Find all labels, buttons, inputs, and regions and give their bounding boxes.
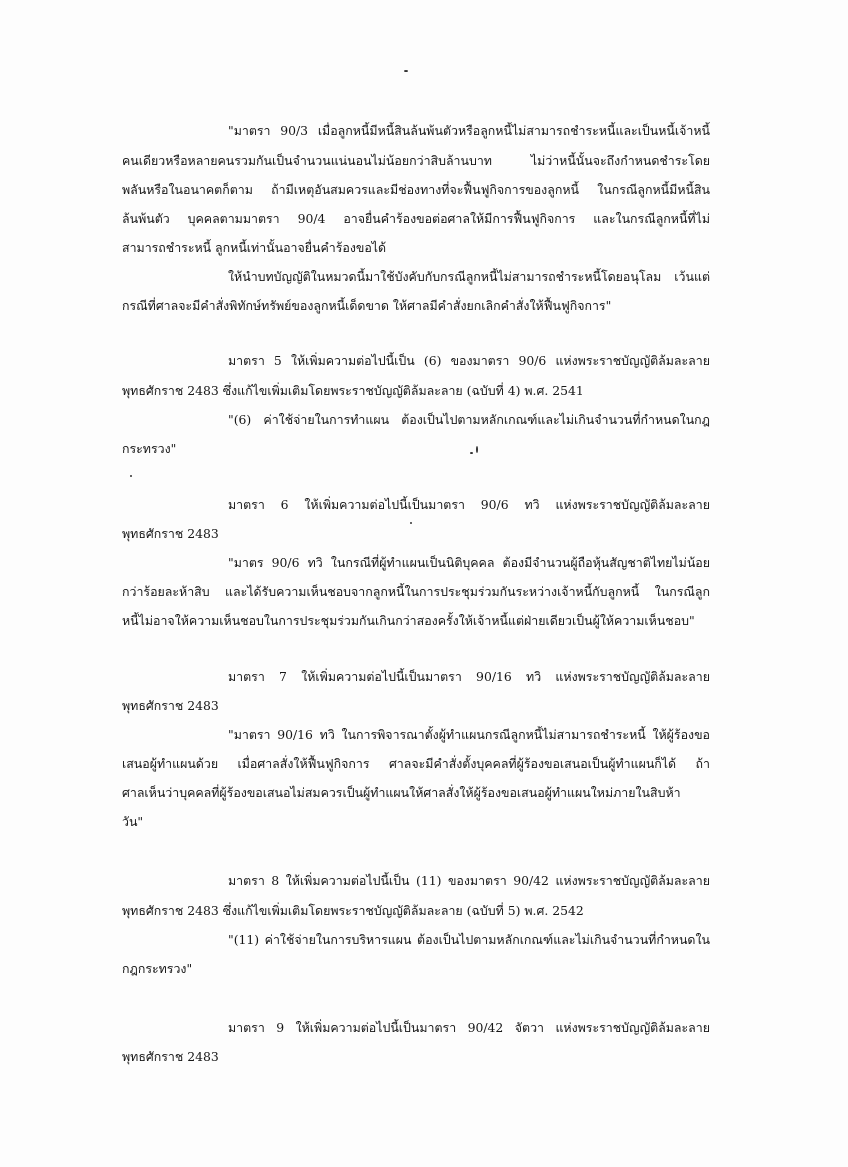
- section-90-3-line-1: "มาตรา 90/3 เมื่อลูกหนี้มีหนี้สินล้นพ้นตัวหรือลูกหนี้ไม่สามารถชำระหนี้และเป็นหนี้เจ้าหนี้: [228, 123, 710, 138]
- scan-speck: [470, 452, 473, 454]
- section-5-line-1: มาตรา 5 ให้เพิ่มความต่อไปนี้เป็น (6) ของมาตรา 90/6 แห่งพระราชบัญญัติล้มละลาย: [228, 353, 710, 368]
- section-8-line-3: "(11) ค่าใช้จ่ายในการบริหารแผน ต้องเป็นไปตามหลักเกณฑ์และไม่เกินจำนวนที่กำหนดใน: [228, 932, 710, 947]
- scan-speck: [476, 446, 478, 453]
- section-7-line-2: พุทธศักราช 2483: [122, 698, 219, 713]
- section-5-line-4: กระทรวง": [122, 441, 177, 456]
- section-90-3-line-2: คนเดียวหรือหลายคนรวมกันเป็นจำนวนแน่นอนไม่น้อยกว่าสิบล้านบาท ไม่ว่าหนี้นั้นจะถึงกำหนดชำระโดย: [122, 153, 710, 168]
- section-7-line-3: "มาตรา 90/16 ทวิ ในการพิจารณาตั้งผู้ทำแผนกรณีลูกหนี้ไม่สามารถชำระหนี้ ให้ผู้ร้องขอ: [228, 727, 710, 742]
- section-90-3-line-3: พลันหรือในอนาคตก็ตาม ถ้ามีเหตุอันสมควรและมีช่องทางที่จะฟื้นฟูกิจการของลูกหนี้ ในกรณีลูกหนี้มีหนี้สิน: [122, 182, 710, 197]
- section-7-line-1: มาตรา 7 ให้เพิ่มความต่อไปนี้เป็นมาตรา 90/16 ทวิ แห่งพระราชบัญญัติล้มละลาย: [228, 669, 710, 684]
- section-8-line-4: กฎกระทรวง": [122, 961, 193, 976]
- section-7-line-4: เสนอผู้ทำแผนด้วย เมื่อศาลสั่งให้ฟื้นฟูกิจการ ศาลจะมีคำสั่งตั้งบุคคลที่ผู้ร้องขอเสนอเป็นผู้ทำแผนก็ได้ ถ้า: [122, 756, 710, 771]
- section-6-line-4: กว่าร้อยละห้าสิบ และได้รับความเห็นชอบจากลูกหนี้ในการประชุมร่วมกันระหว่างเจ้าหนี้กับลูกหนี้ ในกรณีลูก: [122, 584, 710, 599]
- section-5-line-2: พุทธศักราช 2483 ซึ่งแก้ไขเพิ่มเติมโดยพระราชบัญญัติล้มละลาย (ฉบับที่ 4) พ.ศ. 2541: [122, 383, 584, 398]
- scan-speck: [130, 475, 132, 477]
- section-90-3-line-6: ให้นำบทบัญญัติในหมวดนี้มาใช้บังคับกับกรณีลูกหนี้ไม่สามารถชำระหนี้โดยอนุโลม เว้นแต่: [228, 269, 710, 284]
- section-9-line-2: พุทธศักราช 2483: [122, 1049, 219, 1064]
- scan-speck: [404, 70, 408, 72]
- section-90-3-line-4: ล้นพ้นตัว บุคคลตามมาตรา 90/4 อาจยื่นคำร้องขอต่อศาลให้มีการฟื้นฟูกิจการ และในกรณีลูกหนี้ที่ไม่: [122, 211, 710, 226]
- section-7-line-5: ศาลเห็นว่าบุคคลที่ผู้ร้องขอเสนอไม่สมควรเป็นผู้ทำแผนให้ศาลสั่งให้ผู้ร้องขอเสนอผู้ทำแผนใหม่ภายในสิบห้า: [122, 785, 681, 800]
- section-8-line-2: พุทธศักราช 2483 ซึ่งแก้ไขเพิ่มเติมโดยพระราชบัญญัติล้มละลาย (ฉบับที่ 5) พ.ศ. 2542: [122, 903, 584, 918]
- section-5-line-3: "(6) ค่าใช้จ่ายในการทำแผน ต้องเป็นไปตามหลักเกณฑ์และไม่เกินจำนวนที่กำหนดในกฎ: [228, 412, 710, 427]
- scan-speck: [410, 522, 412, 524]
- section-6-line-1: มาตรา 6 ให้เพิ่มความต่อไปนี้เป็นมาตรา 90/6 ทวิ แห่งพระราชบัญญัติล้มละลาย: [228, 497, 710, 512]
- section-7-line-6: วัน": [122, 814, 144, 829]
- section-8-line-1: มาตรา 8 ให้เพิ่มความต่อไปนี้เป็น (11) ของมาตรา 90/42 แห่งพระราชบัญญัติล้มละลาย: [228, 873, 710, 888]
- section-6-line-3: "มาตร 90/6 ทวิ ในกรณีที่ผู้ทำแผนเป็นนิติบุคคล ต้องมีจำนวนผู้ถือหุ้นสัญชาติไทยไม่น้อย: [228, 555, 710, 570]
- section-90-3-line-7: กรณีที่ศาลจะมีคำสั่งพิทักษ์ทรัพย์ของลูกหนี้เด็ดขาด ให้ศาลมีคำสั่งยกเลิกคำสั่งให้ฟื้นฟูกิจการ": [122, 298, 612, 313]
- section-6-line-5: หนี้ไม่อาจให้ความเห็นชอบในการประชุมร่วมกันเกินกว่าสองครั้งให้เจ้าหนี้แต่ฝ่ายเดียวเป็นผู้ให้ความเห็นชอบ": [122, 613, 695, 628]
- section-9-line-1: มาตรา 9 ให้เพิ่มความต่อไปนี้เป็นมาตรา 90/42 จัตวา แห่งพระราชบัญญัติล้มละลาย: [228, 1020, 710, 1035]
- section-90-3-line-5: สามารถชำระหนี้ ลูกหนี้เท่านั้นอาจยื่นคำร้องขอได้: [122, 240, 387, 255]
- section-6-line-2: พุทธศักราช 2483: [122, 526, 219, 541]
